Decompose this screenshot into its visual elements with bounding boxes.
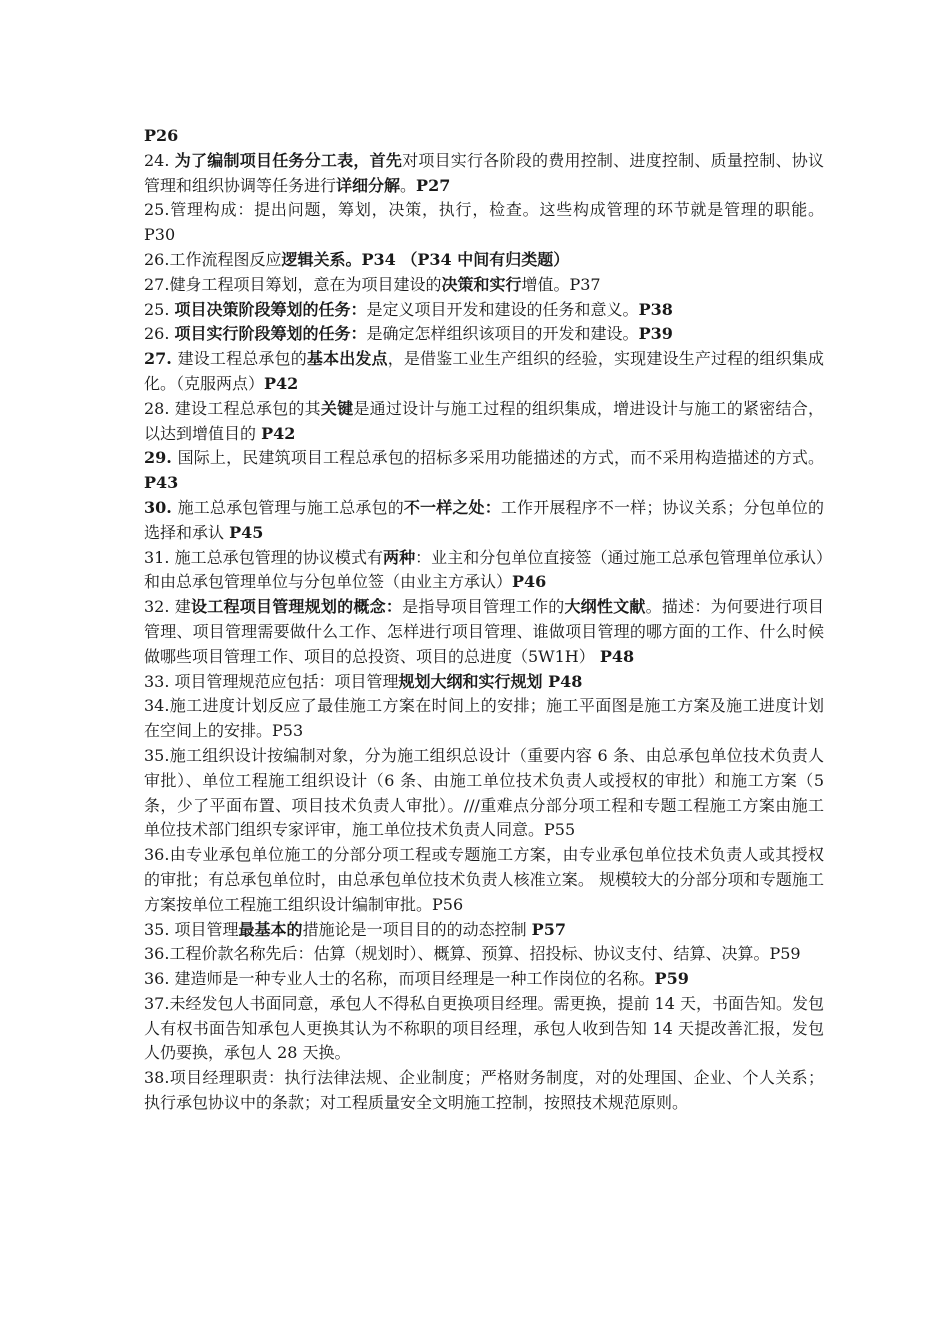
paragraph [144, 198, 824, 248]
bold-text-run: 为了编制项目任务分工表，首先 [174, 150, 403, 170]
bold-text-run: 最基本的 [238, 919, 303, 939]
text-run: 34.施工进度计划反应了最佳施工方案在时间上的安排；施工平面图是施工方案及施工进度计划在空间上的安排。P53 [144, 696, 824, 741]
bold-text-run: 27. [144, 349, 178, 369]
paragraph [144, 992, 824, 1066]
text-run: 25.管理构成：提出问题，筹划，决策，执行，检查。这些构成管理的环节就是管理的职能。P30 [144, 200, 824, 245]
paragraph [144, 248, 824, 273]
text-run: 38.项目经理职责：执行法律法规、企业制度；严格财务制度，对的处理国、企业、个人关系；执行承包协议中的条款；对工程质量安全文明施工控制，按照技术规范原则。 [144, 1068, 824, 1113]
bold-text-run: P43 [144, 473, 179, 493]
paragraph [144, 496, 824, 546]
paragraph [144, 446, 824, 496]
paragraph [144, 670, 824, 695]
paragraph [144, 967, 824, 992]
bold-text-run: P42 [261, 423, 296, 443]
bold-text-run: 设工程项目管理规划的概念： [191, 597, 403, 617]
bold-text-run: P57 [531, 919, 566, 939]
document-page [144, 124, 824, 1116]
text-run: 24. [144, 150, 175, 170]
bold-text-run: 两种 [383, 547, 416, 567]
text-run: 25. [144, 299, 175, 319]
text-run: 。描述：为何要进行项目管理、项目管理需要做什么工作、怎样进行项目管理、谁做项目管理的哪方面的工作、什么时候做哪些项目管理工作、项目的总投资、项目的总进度（5W1H） [144, 597, 824, 666]
bold-text-run: 大纲性文献 [564, 597, 646, 617]
bold-text-run: 规划大纲和实行规划 P48 [398, 671, 583, 691]
text-run: 措施论是一项目目的的动态控制 [302, 919, 532, 939]
bold-text-run: 关键 [320, 398, 354, 418]
text-run: 26. [144, 324, 175, 344]
text-run: 是通过设计与施工过程的组织集成，增进设计与施工的紧密结合，以达到增值目的 [144, 398, 824, 443]
bold-text-run: P26 [144, 126, 179, 145]
paragraph [144, 546, 824, 596]
text-run: 工作开展程序不一样；协议关系；分包单位的选择和承认 [144, 497, 824, 542]
bold-text-run: P27 [416, 175, 451, 195]
paragraph [144, 744, 824, 843]
text-run: 。 [400, 175, 417, 195]
bold-text-run: 项目决策阶段筹划的任务： [174, 299, 367, 319]
text-run: 31. 施工总承包管理的协议模式有 [144, 547, 384, 567]
paragraph [144, 149, 824, 199]
text-run: 增值。P37 [521, 274, 601, 294]
text-run: 37.未经发包人书面同意，承包人不得私自更换项目经理。需更换，提前 14 天，书面告知。发包人有权书面告知承包人更换其认为不称职的项目经理，承包人收到告知 14 天提改善汇报，发包人仍要换，承包人 28 天换。 [144, 993, 824, 1063]
paragraph [144, 1066, 824, 1116]
text-run: 建设工程总承包的 [177, 349, 307, 369]
text-run: 35. 项目管理 [144, 919, 239, 939]
bold-text-run: P59 [654, 969, 689, 989]
text-run: 是确定怎样组织该项目的开发和建设。 [366, 324, 639, 344]
bold-text-run: P38 [638, 299, 673, 319]
bold-text-run: P42 [264, 373, 299, 393]
paragraph [144, 124, 824, 149]
text-run: 国际上，民建筑项目工程总承包的招标多采用功能描述的方式，而不采用构造描述的方式。 [177, 448, 824, 468]
text-run: 36.工程价款名称先后：估算（规划时）、概算、预算、招投标、协议支付、结算、决算。P59 [144, 944, 801, 964]
paragraph [144, 347, 824, 397]
text-run: 施工总承包管理与施工总承包的 [177, 497, 404, 517]
bold-text-run: P48 [599, 646, 635, 666]
paragraph [144, 595, 824, 669]
bold-text-run: 30. [144, 497, 178, 517]
text-run: 对项目实行各阶段的费用控制、进度控制、质量控制、协议管理和组织协调等任务进行 [144, 150, 824, 195]
bold-text-run: 详细分解 [336, 175, 401, 195]
paragraph [144, 322, 824, 347]
text-run: 是定义项目开发和建设的任务和意义。 [366, 299, 639, 319]
text-run: 36.由专业承包单位施工的分部分项工程或专题施工方案，由专业承包单位技术负责人或其授权的审批；有总承包单位时，由总承包单位技术负责人核准立案。 规模较大的分部分项和专题施工方案按单位工程施工组织设计编制审批。P56 [144, 845, 824, 914]
text-run: 26.工作流程图反应 [144, 249, 282, 269]
paragraph [144, 397, 824, 447]
text-run: 36. 建造师是一种专业人士的名称，而项目经理是一种工作岗位的名称。 [144, 969, 655, 989]
paragraph [144, 918, 824, 943]
bold-text-run: 项目实行阶段筹划的任务： [174, 324, 367, 344]
bold-text-run: 不一样之处： [403, 497, 501, 517]
paragraph [144, 298, 824, 323]
text-run: ：业主和分包单位直接签（通过施工总承包管理单位承认）和由总承包管理单位与分包单位签（由业主方承认） [144, 547, 824, 592]
text-run: ，是借鉴工业生产组织的经验，实现建设生产过程的组织集成化。（克服两点） [144, 349, 824, 393]
bold-text-run: 逻辑关系。P34 （P34 中间有归类题） [281, 249, 570, 269]
bold-text-run: 基本出发点 [306, 349, 388, 369]
bold-text-run: P46 [512, 572, 547, 592]
text-run: 33. 项目管理规范应包括：项目管理 [144, 671, 399, 691]
text-run: 是指导项目管理工作的 [402, 597, 565, 617]
paragraph [144, 843, 824, 917]
bold-text-run: P39 [638, 324, 673, 344]
text-run: 27.健身工程项目筹划，意在为项目建设的 [144, 274, 442, 294]
bold-text-run: 29. [144, 448, 178, 468]
paragraph [144, 694, 824, 744]
paragraph [144, 942, 824, 967]
paragraph [144, 273, 824, 298]
text-run: 35.施工组织设计按编制对象，分为施工组织总设计（重要内容 6 条、由总承包单位技术负责人审批）、单位工程施工组织设计（6 条、由施工单位技术负责人或授权的审批）和施工方案（5 条，少了平面布置、项目技术负责人审批）。///重难点分部分项工程和专题工程施工方案由施工单位技术部门组织专家评审，施工单位技术负责人同意。P55 [144, 745, 824, 840]
text-run: 32. 建 [144, 597, 192, 617]
text-run: 28. 建设工程总承包的其 [144, 398, 321, 418]
bold-text-run: 决策和实行 [441, 274, 522, 294]
bold-text-run: P45 [229, 522, 264, 542]
